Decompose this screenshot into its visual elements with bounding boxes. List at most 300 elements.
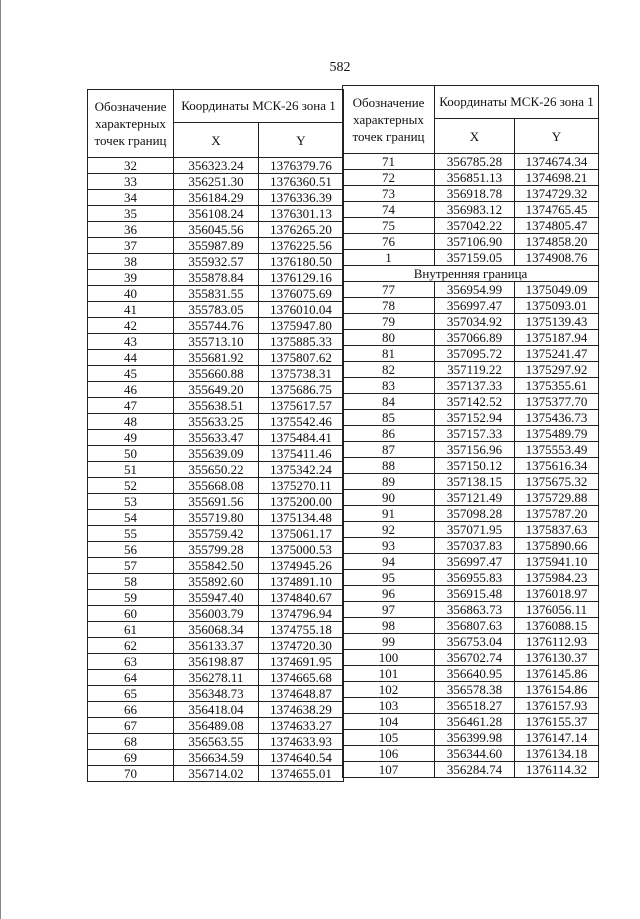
- coord-x: 356634.59: [174, 750, 259, 766]
- coord-y: 1375049.09: [515, 282, 599, 298]
- coord-y: 1374633.27: [259, 718, 344, 734]
- table-row: [88, 350, 344, 366]
- coord-x: 355842.50: [174, 558, 259, 574]
- table-row: [343, 570, 599, 586]
- point-number: 34: [88, 190, 174, 206]
- table-row: [88, 622, 344, 638]
- coord-x: 356399.98: [435, 730, 515, 746]
- table-row: [88, 334, 344, 350]
- header-point-label: Обозначение характерных точек границ: [88, 90, 174, 158]
- table-row: [88, 686, 344, 702]
- header-coord-group: Координаты МСК-26 зона 1: [174, 90, 344, 123]
- point-number: 70: [88, 766, 174, 782]
- point-number: 73: [343, 186, 435, 202]
- table-row: [343, 586, 599, 602]
- header-y: Y: [515, 119, 599, 154]
- point-number: 67: [88, 718, 174, 734]
- coord-y: 1375984.23: [515, 570, 599, 586]
- point-number: 84: [343, 394, 435, 410]
- coord-x: 355799.28: [174, 542, 259, 558]
- point-number: 49: [88, 430, 174, 446]
- point-number: 104: [343, 714, 435, 730]
- coord-y: 1374691.95: [259, 654, 344, 670]
- coord-y: 1374858.20: [515, 234, 599, 250]
- coord-x: 356133.37: [174, 638, 259, 654]
- point-number: 64: [88, 670, 174, 686]
- table-row: [88, 670, 344, 686]
- coord-y: 1375489.79: [515, 426, 599, 442]
- table-row: [343, 554, 599, 570]
- table-row: [88, 174, 344, 190]
- scan-edge: [0, 0, 1, 919]
- point-number: 90: [343, 490, 435, 506]
- coordinates-table-left: [87, 89, 344, 782]
- point-number: 86: [343, 426, 435, 442]
- coord-x: 356955.83: [435, 570, 515, 586]
- coord-y: 1374640.54: [259, 750, 344, 766]
- coord-x: 356807.63: [435, 618, 515, 634]
- coord-y: 1374729.32: [515, 186, 599, 202]
- coord-y: 1376180.50: [259, 254, 344, 270]
- coord-y: 1376155.37: [515, 714, 599, 730]
- table-row: [343, 250, 599, 266]
- coord-x: 356198.87: [174, 654, 259, 670]
- coord-x: 355932.57: [174, 254, 259, 270]
- coord-y: 1375241.47: [515, 346, 599, 362]
- table-row: [88, 766, 344, 782]
- coord-y: 1375686.75: [259, 382, 344, 398]
- table-body-left: [88, 158, 344, 782]
- table-row: [343, 218, 599, 234]
- point-number: 66: [88, 702, 174, 718]
- table-row: [343, 730, 599, 746]
- table-row: [88, 574, 344, 590]
- coord-y: 1375270.11: [259, 478, 344, 494]
- header-x: X: [174, 123, 259, 158]
- coord-y: 1375411.46: [259, 446, 344, 462]
- coord-x: 357066.89: [435, 330, 515, 346]
- coord-x: 356518.27: [435, 698, 515, 714]
- coord-x: 356785.28: [435, 154, 515, 170]
- table-row: [88, 238, 344, 254]
- table-row: [343, 426, 599, 442]
- table-row: [343, 506, 599, 522]
- coord-x: 355831.55: [174, 286, 259, 302]
- coord-x: 355633.47: [174, 430, 259, 446]
- table-row: [88, 654, 344, 670]
- coord-x: 356184.29: [174, 190, 259, 206]
- coord-y: 1376129.16: [259, 270, 344, 286]
- coord-y: 1375134.48: [259, 510, 344, 526]
- coord-y: 1376225.56: [259, 238, 344, 254]
- point-number: 88: [343, 458, 435, 474]
- coord-x: 357137.33: [435, 378, 515, 394]
- coord-x: 357159.05: [435, 250, 515, 266]
- coord-x: 356068.34: [174, 622, 259, 638]
- table-row: [343, 634, 599, 650]
- table-row: [343, 378, 599, 394]
- coord-x: 356753.04: [435, 634, 515, 650]
- point-number: 101: [343, 666, 435, 682]
- table-row: [88, 606, 344, 622]
- table-row: [88, 382, 344, 398]
- coordinates-table-right: [342, 85, 599, 778]
- point-number: 83: [343, 378, 435, 394]
- header-coord-group: Координаты МСК-26 зона 1: [435, 86, 599, 119]
- coord-y: 1374891.10: [259, 574, 344, 590]
- table-row: [88, 734, 344, 750]
- point-number: 78: [343, 298, 435, 314]
- coord-y: 1374674.34: [515, 154, 599, 170]
- coord-y: 1375729.88: [515, 490, 599, 506]
- coord-x: 356489.08: [174, 718, 259, 734]
- point-number: 85: [343, 410, 435, 426]
- coord-x: 356418.04: [174, 702, 259, 718]
- point-number: 59: [88, 590, 174, 606]
- coord-y: 1376010.04: [259, 302, 344, 318]
- coord-x: 356863.73: [435, 602, 515, 618]
- table-row: [88, 462, 344, 478]
- coord-x: 357037.83: [435, 538, 515, 554]
- point-number: 72: [343, 170, 435, 186]
- coord-x: 355744.76: [174, 318, 259, 334]
- coord-y: 1374633.93: [259, 734, 344, 750]
- coord-x: 355878.84: [174, 270, 259, 286]
- table-row: [88, 286, 344, 302]
- coord-y: 1374945.26: [259, 558, 344, 574]
- coord-y: 1376112.93: [515, 634, 599, 650]
- point-number: 81: [343, 346, 435, 362]
- coord-x: 356348.73: [174, 686, 259, 702]
- point-number: 32: [88, 158, 174, 174]
- coord-x: 356578.38: [435, 682, 515, 698]
- point-number: 61: [88, 622, 174, 638]
- coord-x: 356997.47: [435, 554, 515, 570]
- point-number: 97: [343, 602, 435, 618]
- coord-y: 1375675.32: [515, 474, 599, 490]
- coord-y: 1375542.46: [259, 414, 344, 430]
- coord-x: 357121.49: [435, 490, 515, 506]
- coord-y: 1375355.61: [515, 378, 599, 394]
- coord-y: 1375377.70: [515, 394, 599, 410]
- point-number: 68: [88, 734, 174, 750]
- point-number: 39: [88, 270, 174, 286]
- table-row: [343, 698, 599, 714]
- point-number: 79: [343, 314, 435, 330]
- page-number: 582: [329, 60, 351, 75]
- coord-y: 1376360.51: [259, 174, 344, 190]
- table-row: [88, 430, 344, 446]
- point-number: 51: [88, 462, 174, 478]
- table-row: [88, 446, 344, 462]
- table-row: [88, 494, 344, 510]
- table-row: [343, 330, 599, 346]
- point-number: 102: [343, 682, 435, 698]
- point-number: 74: [343, 202, 435, 218]
- point-number: 76: [343, 234, 435, 250]
- section-row: [343, 266, 599, 282]
- table-row: [88, 414, 344, 430]
- table-row: [88, 526, 344, 542]
- coord-y: 1375941.10: [515, 554, 599, 570]
- coord-y: 1375093.01: [515, 298, 599, 314]
- table-row: [88, 302, 344, 318]
- coord-y: 1376379.76: [259, 158, 344, 174]
- table-row: [88, 318, 344, 334]
- point-number: 35: [88, 206, 174, 222]
- coord-y: 1375484.41: [259, 430, 344, 446]
- coord-y: 1376056.11: [515, 602, 599, 618]
- coord-x: 355759.42: [174, 526, 259, 542]
- coord-x: 355638.51: [174, 398, 259, 414]
- point-number: 36: [88, 222, 174, 238]
- point-number: 48: [88, 414, 174, 430]
- table-row: [88, 510, 344, 526]
- coord-x: 357119.22: [435, 362, 515, 378]
- table-row: [88, 478, 344, 494]
- table-row: [88, 190, 344, 206]
- coord-y: 1375787.20: [515, 506, 599, 522]
- coord-y: 1374655.01: [259, 766, 344, 782]
- coord-y: 1375837.63: [515, 522, 599, 538]
- coord-x: 355892.60: [174, 574, 259, 590]
- coord-x: 356983.12: [435, 202, 515, 218]
- point-number: 107: [343, 762, 435, 778]
- point-number: 77: [343, 282, 435, 298]
- coord-x: 355639.09: [174, 446, 259, 462]
- table-row: [88, 558, 344, 574]
- point-number: 37: [88, 238, 174, 254]
- point-number: 69: [88, 750, 174, 766]
- point-number: 98: [343, 618, 435, 634]
- table-row: [88, 158, 344, 174]
- coord-y: 1375200.00: [259, 494, 344, 510]
- coord-x: 355713.10: [174, 334, 259, 350]
- point-number: 54: [88, 510, 174, 526]
- coord-x: 357150.12: [435, 458, 515, 474]
- table-row: [88, 222, 344, 238]
- coord-y: 1376336.39: [259, 190, 344, 206]
- table-row: [343, 362, 599, 378]
- point-number: 42: [88, 318, 174, 334]
- table-row: [343, 346, 599, 362]
- coord-x: 355660.88: [174, 366, 259, 382]
- point-number: 92: [343, 522, 435, 538]
- point-number: 99: [343, 634, 435, 650]
- point-number: 105: [343, 730, 435, 746]
- point-number: 80: [343, 330, 435, 346]
- coord-y: 1375947.80: [259, 318, 344, 334]
- point-number: 63: [88, 654, 174, 670]
- point-number: 45: [88, 366, 174, 382]
- table-row: [343, 762, 599, 778]
- coord-y: 1376018.97: [515, 586, 599, 602]
- coord-y: 1376145.86: [515, 666, 599, 682]
- table-row: [343, 170, 599, 186]
- coord-x: 356954.99: [435, 282, 515, 298]
- coord-y: 1375885.33: [259, 334, 344, 350]
- point-number: 52: [88, 478, 174, 494]
- coord-x: 356563.55: [174, 734, 259, 750]
- coord-y: 1376134.18: [515, 746, 599, 762]
- table-row: [343, 650, 599, 666]
- table-row: [88, 398, 344, 414]
- point-number: 95: [343, 570, 435, 586]
- point-number: 103: [343, 698, 435, 714]
- coord-y: 1376154.86: [515, 682, 599, 698]
- coord-x: 356851.13: [435, 170, 515, 186]
- coord-x: 356714.02: [174, 766, 259, 782]
- coord-y: 1374648.87: [259, 686, 344, 702]
- coord-y: 1374698.21: [515, 170, 599, 186]
- point-number: 65: [88, 686, 174, 702]
- coord-x: 356108.24: [174, 206, 259, 222]
- point-number: 62: [88, 638, 174, 654]
- coord-y: 1375436.73: [515, 410, 599, 426]
- point-number: 94: [343, 554, 435, 570]
- point-number: 53: [88, 494, 174, 510]
- coord-x: 356003.79: [174, 606, 259, 622]
- coord-x: 357138.15: [435, 474, 515, 490]
- coord-x: 355649.20: [174, 382, 259, 398]
- coord-x: 356045.56: [174, 222, 259, 238]
- point-number: 71: [343, 154, 435, 170]
- coord-x: 355987.89: [174, 238, 259, 254]
- table-row: [343, 410, 599, 426]
- coord-x: 355947.40: [174, 590, 259, 606]
- table-row: [343, 490, 599, 506]
- point-number: 38: [88, 254, 174, 270]
- coord-y: 1375807.62: [259, 350, 344, 366]
- coord-y: 1374755.18: [259, 622, 344, 638]
- coord-x: 357157.33: [435, 426, 515, 442]
- coord-x: 356344.60: [435, 746, 515, 762]
- coord-y: 1376157.93: [515, 698, 599, 714]
- coord-y: 1374840.67: [259, 590, 344, 606]
- table-row: [343, 746, 599, 762]
- header-point-label: Обозначение характерных точек границ: [343, 86, 435, 154]
- coord-x: 355783.05: [174, 302, 259, 318]
- point-number: 75: [343, 218, 435, 234]
- coord-x: 355668.08: [174, 478, 259, 494]
- table-row: [88, 638, 344, 654]
- coord-x: 356915.48: [435, 586, 515, 602]
- point-number: 106: [343, 746, 435, 762]
- coord-y: 1376075.69: [259, 286, 344, 302]
- table-row: [343, 202, 599, 218]
- point-number: 57: [88, 558, 174, 574]
- point-number: 55: [88, 526, 174, 542]
- coord-x: 357106.90: [435, 234, 515, 250]
- coord-x: 356251.30: [174, 174, 259, 190]
- table-row: [88, 254, 344, 270]
- table-row: [343, 682, 599, 698]
- coord-x: 356461.28: [435, 714, 515, 730]
- coord-x: 356997.47: [435, 298, 515, 314]
- table-body-right: [343, 154, 599, 778]
- coord-x: 357156.96: [435, 442, 515, 458]
- coord-x: 357095.72: [435, 346, 515, 362]
- point-number: 87: [343, 442, 435, 458]
- table-row: [343, 282, 599, 298]
- point-number: 47: [88, 398, 174, 414]
- coord-y: 1374720.30: [259, 638, 344, 654]
- coord-y: 1375139.43: [515, 314, 599, 330]
- coord-x: 357098.28: [435, 506, 515, 522]
- point-number: 91: [343, 506, 435, 522]
- coord-x: 356323.24: [174, 158, 259, 174]
- point-number: 50: [88, 446, 174, 462]
- point-number: 46: [88, 382, 174, 398]
- point-number: 100: [343, 650, 435, 666]
- coord-x: 355633.25: [174, 414, 259, 430]
- coord-x: 357142.52: [435, 394, 515, 410]
- table-row: [343, 458, 599, 474]
- table-row: [343, 602, 599, 618]
- coord-x: 357034.92: [435, 314, 515, 330]
- coord-x: 355650.22: [174, 462, 259, 478]
- coord-x: 355681.92: [174, 350, 259, 366]
- coord-y: 1375187.94: [515, 330, 599, 346]
- table-row: [343, 234, 599, 250]
- table-row: [88, 542, 344, 558]
- coord-y: 1375738.31: [259, 366, 344, 382]
- coord-y: 1375553.49: [515, 442, 599, 458]
- point-number: 96: [343, 586, 435, 602]
- coord-x: 357042.22: [435, 218, 515, 234]
- table-row: [343, 442, 599, 458]
- point-number: 41: [88, 302, 174, 318]
- table-row: [88, 270, 344, 286]
- table-row: [343, 474, 599, 490]
- table-row: [88, 718, 344, 734]
- coord-x: 355719.80: [174, 510, 259, 526]
- table-row: [343, 298, 599, 314]
- header-y: Y: [259, 123, 344, 158]
- coord-x: 356640.95: [435, 666, 515, 682]
- coord-y: 1376114.32: [515, 762, 599, 778]
- table-row: [88, 590, 344, 606]
- point-number: 89: [343, 474, 435, 490]
- table-row: [343, 618, 599, 634]
- table-row: [88, 366, 344, 382]
- coord-y: 1375342.24: [259, 462, 344, 478]
- table-row: [88, 702, 344, 718]
- point-number: 43: [88, 334, 174, 350]
- point-number: 60: [88, 606, 174, 622]
- point-number: 93: [343, 538, 435, 554]
- coord-x: 356284.74: [435, 762, 515, 778]
- coord-x: 355691.56: [174, 494, 259, 510]
- point-number: 44: [88, 350, 174, 366]
- coord-y: 1374765.45: [515, 202, 599, 218]
- coord-y: 1376130.37: [515, 650, 599, 666]
- table-row: [88, 750, 344, 766]
- coord-y: 1375890.66: [515, 538, 599, 554]
- point-number: 58: [88, 574, 174, 590]
- coord-y: 1376088.15: [515, 618, 599, 634]
- coord-x: 356278.11: [174, 670, 259, 686]
- table-row: [343, 666, 599, 682]
- coord-y: 1374796.94: [259, 606, 344, 622]
- coord-y: 1374908.76: [515, 250, 599, 266]
- coord-y: 1374805.47: [515, 218, 599, 234]
- coord-y: 1375617.57: [259, 398, 344, 414]
- point-number: 33: [88, 174, 174, 190]
- coord-y: 1374638.29: [259, 702, 344, 718]
- point-number: 56: [88, 542, 174, 558]
- point-number: 82: [343, 362, 435, 378]
